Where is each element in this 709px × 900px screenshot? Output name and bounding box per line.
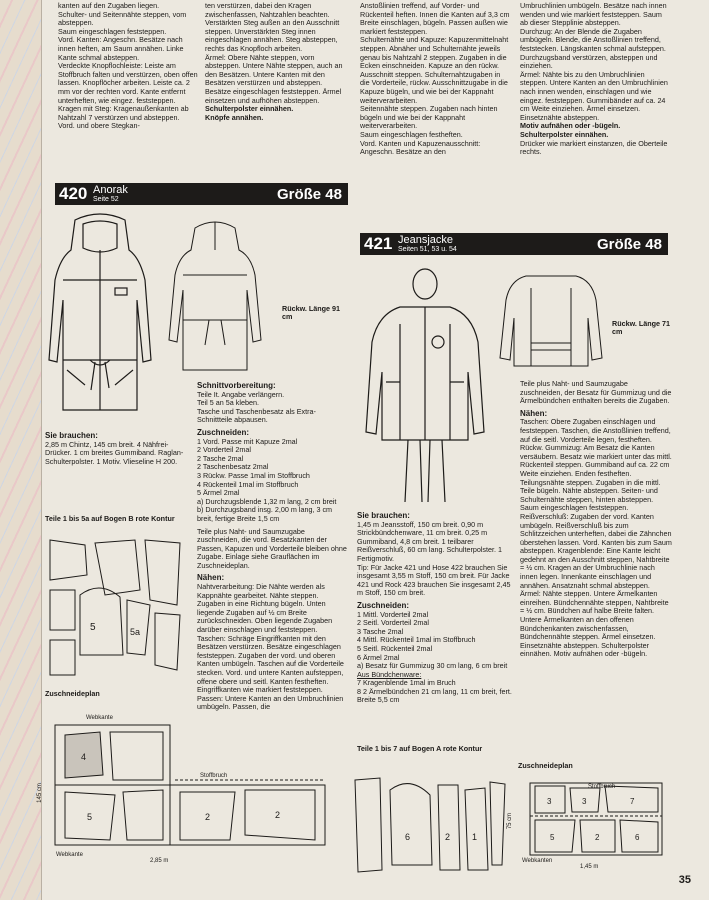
svg-text:2: 2 [275,810,281,820]
text-line: Ärmel: Obere Nähte steppen, vorn absteppen. Untere Nähte steppen, auch an den Besätzen. Untere Kanten mit den Besätzen verstürzen und absteppen. Besätze eingeschlagen feststeppen. Ärmel einsetzen und aufhöhen absteppen. [205,52,343,105]
jeansjacke-instructions [520,380,672,753]
jeansjacke-front-illustration [360,262,490,507]
layout-label: 1,45 m [580,864,599,870]
jeansjacke-back-length: Rückw. Länge 71 cm [612,319,671,337]
materials-text: 1,45 m Jeansstoff, 150 cm breit. 0,90 m Strickbündchenware, 11 cm breit. 0,25 m Gummiband, 4,8 cm breit. 1 teilbarer Reißverschluß, 60 cm lang. Schulterpolster. 1 Fertigmotiv. [357,519,503,563]
text-line: Schulter- und Seitennähte steppen, vom absteppen. [58,9,187,28]
top-right1-text [360,2,510,214]
cut-line: a) Besatz für Gummizug 30 cm lang, 6 cm breit [357,661,508,671]
text-line: Durchzug: An der Blende die Zugaben umbügeln. Blende, die Anstoßlinien treffend, feststecken. Längskanten schmal aufsteppen. Durchzugsband verstürzen, absteppen und einziehen. [520,26,666,71]
svg-text:6: 6 [635,833,640,842]
cut-line: 2 Seitl. Vorderteil 2mal [357,618,429,628]
sew-text: Taschen: Obere Zugaben einschlagen und feststeppen. Taschen, die Anstoßlinien treffend, auf die seitl. Vorderteile legen, festheften. Rückw. Gummizug: Am Besatz die Kanten versäubern. Besatz wie markiert unter das mittl. Rückenteil steppen. Gummiband auf ca. 22 cm Weite einziehen. Enden festheften. Teilungsnähte steppen. Zugaben in die mittl. Teile bügeln. Nähte absteppen. Seiten- und Schulternähte steppen, hinten absteppen. Saum eingeschlagen feststeppen. Reißverschluß: Zugaben der vord. Kanten umbügeln. Reißverschluß bis zum Schlitzzeichen unterheften, dabei die Zähnchen überstehen lassen. Vord. Kanten bis zum Saum absteppen. Kragenblende: Eine Kante leicht gedehnt an den Ausschnitt steppen, Nahtbreite = ½ cm. Kragen an der Umbruchlinie nach innen legen. Innenkante einschlagen und annähen. Ansatznaht schmal absteppen. Ärmel: Nähte steppen. Untere Ärmelkanten einreihen. Bündchennähte steppen, Nahtbreite = ½ cm. Bündchen auf halbe Breite falten. Untere Ärmelkanten an den offenen Bündchenkanten zwischenfassen, Bündchennähte steppen. Ärmel einsetzen. Einsetznähte absteppen. Schulterpolster einnähen. Motiv aufnähen oder -bügeln. [520,417,672,659]
tip-text: Tip: Für Jacke 421 und Hose 422 brauchen Sie insgesamt 3,55 m Stoff, 150 cm breit. Für Jacke 421 und Rock 423 brauchen Sie insgesamt 2,45 m Stoff, 150 cm breit. [357,562,511,598]
jeansjacke-parts-label: Teile 1 bis 7 auf Bogen A rote Kontur [357,744,483,753]
model-420-header [55,183,348,205]
text-line: Vord. Kanten und Kapuzenausschnitt: Angeschn. Besätze an den [360,138,481,157]
cut-line: 1 Mittl. Vorderteil 2mal [357,609,429,619]
prep-title: Schnittvorbereitung: [197,382,276,390]
text-line: Saum eingeschlagen festheften. [360,129,463,139]
text-line: Seitennähte steppen. Zugaben nach hinten bügeln und wie bei der Kappnaht weiterverarbeiten. [360,104,498,131]
svg-text:1: 1 [472,832,478,842]
model-size: Größe 48 [596,235,662,253]
sew-title: Nähen: [197,573,225,583]
cut-title: Zuschneiden: [357,600,410,610]
text-line: Ärmel: Nähte bis zu den Umbruchlinien steppen. Untere Kanten an den Umbruchlinien nach innen wenden, einschlagen und wie eingez. feststeppen. Gummibänder auf ca. 24 cm Weite einziehen. Ärmel einsetzen. Einsetznähte absteppen. [520,69,668,122]
model-name [93,185,213,204]
layout-label: Webkante [56,852,83,858]
text-line: Vord. Kanten: Angeschn. Besätze nach innen heften, am Saum annähen. Linke Kante schmal absteppen. [58,35,184,62]
svg-text:5: 5 [90,622,96,633]
cut-line: 2 Tasche 2mal [197,453,244,463]
layout-label: 75 cm [507,812,514,830]
model-page-ref: Seite 52 [93,195,119,203]
svg-text:2: 2 [205,812,211,822]
cut-line: 5 Seitl. Rückenteil 2mal [357,643,433,653]
cut-title: Zuschneiden: [197,427,250,437]
svg-text:3: 3 [547,797,552,806]
anorak-materials [45,432,190,500]
intro-text: Teile plus Naht- und Saumzugabe zuschneiden, der Besatz für Gummizug und die Ärmelbündchen enthalten bereits die Zugaben. [520,380,672,406]
layout-label: Stoffbruch [588,784,616,790]
materials-title: Sie brauchen: [45,432,98,440]
svg-text:6: 6 [405,832,411,842]
cut-line: 4 Mittl. Rückenteil 1mal im Stoffbruch [357,635,476,645]
anorak-front-illustration [45,210,155,425]
cut-note: Teile plus Naht- und Saumzugabe zuschneiden, die vord. Besatzkanten der Passen, Kapuzen und Vorderteile bleiben ohne Zugabe. Einlage siehe Grauflächen im Zuschneideplan. [197,526,347,570]
text-line: Knöpfe annähen. [205,112,264,122]
top-left-text [58,2,198,178]
jeansjacke-back-illustration [496,268,606,378]
text-line: kanten auf den Zugaben liegen. [58,2,160,10]
svg-text:2: 2 [595,833,600,842]
cut-line: 3 Rückw. Passe 1mal im Stoffbruch [197,470,310,480]
anorak-parts-label: Teile 1 bis 5a auf Bogen B rote Kontur [45,514,175,523]
model-page-ref: Seiten 51, 53 u. 54 [398,245,457,253]
text-line: Schulternähte und Kapuze: Kapuzenmittelnaht steppen. Abnäher und Schulternähte jeweils genau bis Nahtzahl 2 steppen. Zugaben in die Ecken einschneiden. Kapuze an den rückw. Ausschnitt steppen. Schulternahtzugaben in die Vorderteile, rückw. Ausschnittzugabe in die Kapuze bügeln, und wie bei der Kappnaht weiterverarbeiten. [360,35,509,105]
sew-text: Nahtverarbeitung: Die Nähte werden als Kappnähte gearbeitet. Nähte steppen. Zugaben in eine Richtung bügeln. Unten liegende Zugaben auf ½ cm Breite zurückschneiden. Oben liegende Zugaben darüber einschlagen und feststeppen. Taschen: Schräge Eingriffkanten mit den Besätzen verstürzen. Besätze eingeschlagen feststeppen. Zugaben der vord. und oberen Kanten umbügeln. Taschen auf die Vorderteile stecken. Vord. und untere Kanten aufsteppen, offene obere und seitl. Kanten festheften. Eingriffkanten wie markiert feststeppen. Passen: Untere Kanten an den Umbruchlinien umbügeln. Passen, die [197,582,344,712]
jeansjacke-materials [357,512,515,737]
jeansjacke-cutting-layout [520,778,670,863]
svg-text:5: 5 [87,812,93,822]
anorak-layout-title: Zuschneideplan [45,689,100,698]
anorak-back-illustration [165,220,265,380]
cut-line: 2 Taschenbesatz 2mal [197,462,269,472]
cut-line: 2 Vorderteil 2mal [197,445,251,455]
text-line: Umbruchlinien umbügeln. Besätze nach innen wenden und wie markiert feststeppen. Saum ab dieser Stepplinie absteppen. [520,2,667,28]
text-line: Drücker wie markiert einstanzen, die Oberteile rechts. [520,138,668,157]
text-line: Motiv aufnähen oder -bügeln. [520,121,621,131]
materials-title: Sie brauchen: [357,512,410,520]
text-line: Anstoßlinien treffend, auf Vorder- und Rückenteil heften. Innen die Kanten auf 3,3 cm Breite einschlagen, bügeln. Passen außen wie markiert feststeppen. [360,2,510,36]
cut-line: 5 Ärmel 2mal [197,488,240,498]
model-number: 421 [364,234,393,253]
model-number: 420 [59,184,88,203]
model-name [398,235,518,254]
cut-line: 1 Vord. Passe mit Kapuze 2mal [197,436,298,446]
materials-text: 2,85 m Chintz, 145 cm breit. 4 Nähfrei-Drücker. 1 cm breites Gummiband. Raglan-Schulterpolster. 1 Motiv. Vlieseline H 200. [45,439,184,466]
text-line: Schulterpolster einnähen. [205,104,294,114]
model-size: Größe 48 [276,185,342,203]
page-number: 35 [678,874,691,886]
prep-line: Teil 5 an 5a kleben. [197,398,259,408]
layout-label: Webkante [86,715,113,721]
cut-line: b) Durchzugsband insg. 2,00 m lang, 3 cm breit, fertige Breite 1,5 cm [197,505,333,523]
cut-line: 4 Rückenteil 1mal im Stoffbruch [197,479,299,489]
model-title: Anorak [93,183,128,196]
cut-line: 6 Ärmel 2mal [357,652,400,662]
jeansjacke-layout-title: Zuschneideplan [518,761,573,770]
svg-text:5: 5 [550,833,555,842]
cut-line: a) Durchzugsblende 1,32 m lang, 2 cm breit [197,496,337,506]
top-right2-text [520,2,670,214]
text-line: Schulterpolster einnähen. [520,129,609,139]
model-title: Jeansjacke [398,233,454,246]
text-line: Saum eingeschlagen feststeppen. [58,26,167,36]
model-421-header [360,233,668,255]
layout-label: 2,85 m [150,858,169,864]
layout-label: 145 cm [36,783,43,803]
cut-line: 3 Tasche 2mal [357,626,404,636]
text-line: ten verstürzen, dabei den Kragen zwischenfassen, Nahtzahlen beachten. Verstärkten Steg außen an den Ausschnitt steppen. Unverstärkten Steg innen eingeschlagen annähen. Steg absteppen, rechts das Knopfloch arbeiten. [205,2,340,53]
svg-text:2: 2 [445,832,451,842]
svg-text:3: 3 [582,797,587,806]
text-line: Kragen mit Steg: Kragenaußenkanten ab Nahtzahl 7 verstürzen und absteppen. Vord. und obere Stegkan- [58,104,189,131]
prep-line: Tasche und Taschenbesatz als Extra-Schnittteile abpausen. [197,406,316,425]
layout-label: Webkanten [522,858,553,864]
anorak-back-length: Rückw. Länge 91 cm [282,304,341,322]
rib-title: Aus Bündchenware: [357,669,422,679]
text-line: Verdeckte Knopflochleiste: Leiste am Stoffbruch falten und verstürzen, oben offen lassen. Knopflöcher arbeiten. Leiste ca. 2 mm vor der rechten vord. Kante entfernt unterheften, wie eingez. feststeppen. [58,61,198,105]
prep-line: Teile It. Angabe verlängern. [197,389,285,399]
svg-text:7: 7 [630,797,635,806]
svg-text:5a: 5a [130,627,141,637]
rib-line: 7 Kragenblende 1mal im Bruch [357,678,456,688]
layout-label: Stoffbruch [200,773,228,779]
anorak-instructions [197,382,347,742]
top-mid-text [205,2,350,178]
sew-title: Nähen: [520,408,548,418]
anorak-pattern-pieces [45,535,185,680]
jeansjacke-pattern-pieces [350,770,510,880]
rib-line: 8 2 Ärmelbündchen 21 cm lang, 11 cm breit, fert. Breite 5,5 cm [357,686,512,705]
svg-text:4: 4 [81,752,87,762]
